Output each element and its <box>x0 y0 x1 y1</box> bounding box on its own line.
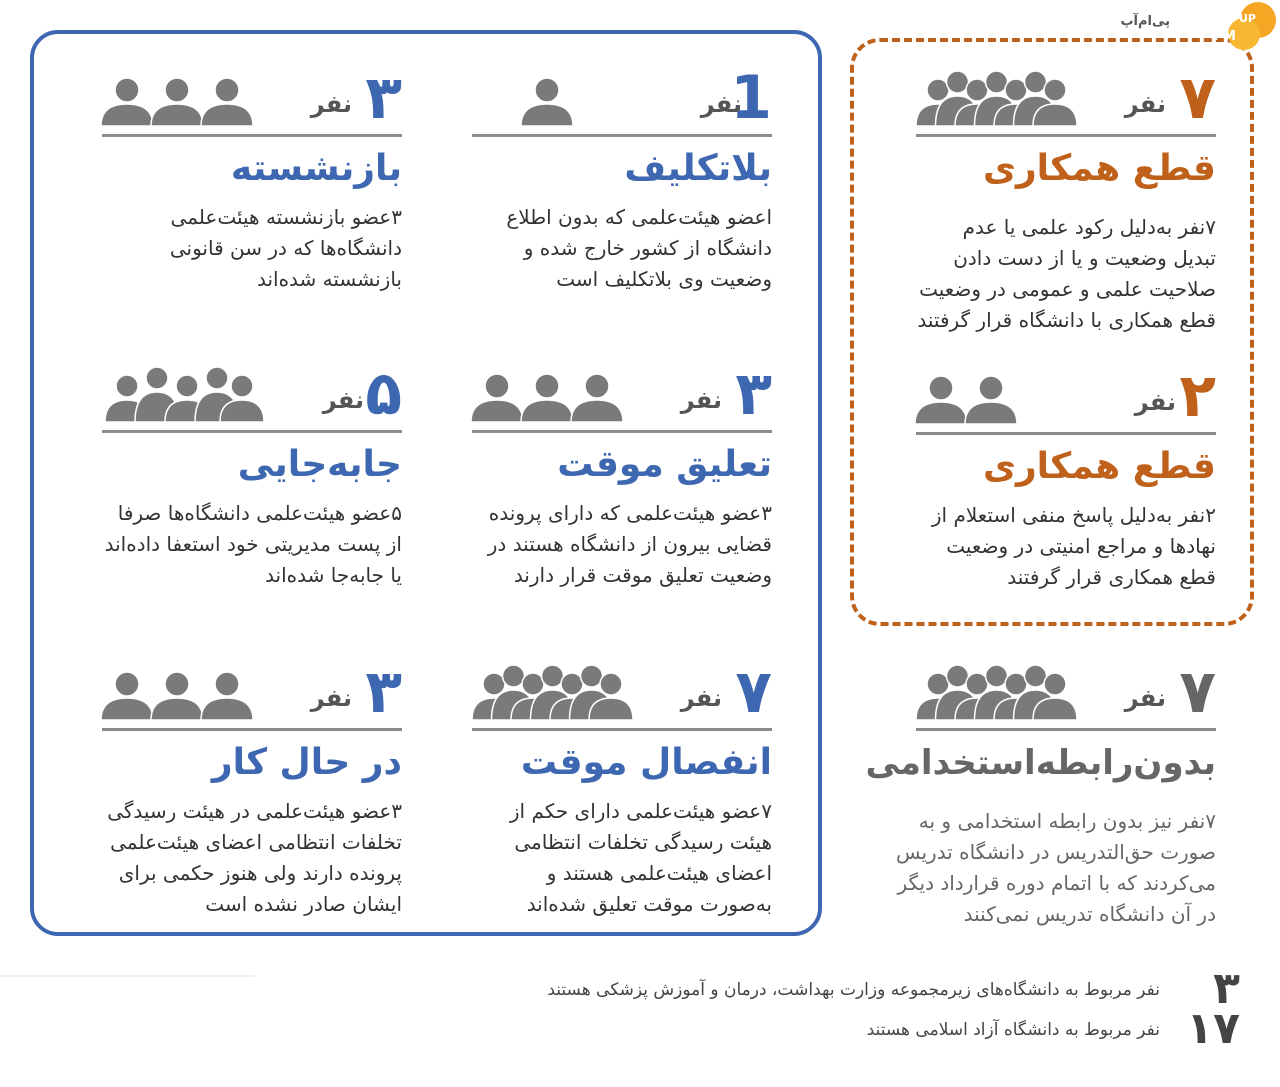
card-description: اعضو هیئت‌علمی که بدون اطلاع دانشگاه از کشور خارج شده و وضعیت وی بلاتکلیف است <box>506 205 772 291</box>
card-unit: نفر <box>680 684 722 712</box>
footer-text: نفر مربوط به دانشگاه‌های زیرمجموعه وزارت بهداشت، درمان و آموزش پزشکی هستند <box>547 980 1160 1000</box>
divider <box>472 728 772 731</box>
card-title: انفصال موقت <box>520 742 772 783</box>
people-icon-group <box>916 70 1076 128</box>
card-description: ۳عضو هیئت‌علمی در هیئت رسیدگی تخلفات انتظامی اعضای هیئت‌علمی پرونده دارند ولی هنوز حکمی برای ایشان صادر نشده است <box>107 799 402 916</box>
card-title: بازنشسته <box>230 148 402 189</box>
divider <box>102 134 402 137</box>
svg-text:PM: PM <box>1213 29 1236 44</box>
footer-count: ۳ <box>1213 963 1240 1014</box>
card-relocated <box>102 359 402 622</box>
person-icon <box>965 376 1017 424</box>
people-icon-group <box>472 366 632 424</box>
person-icon <box>101 78 153 126</box>
card-unit: نفر <box>322 386 364 414</box>
person-icon <box>151 78 203 126</box>
footer-row-health <box>440 963 1240 1014</box>
people-icon-group <box>102 664 262 722</box>
card-count: ۷ <box>1179 63 1216 133</box>
card-description: ۷عضو هیئت‌علمی دارای حکم از هیئت رسیدگی تخلفات انتظامی اعضای هیئت‌علمی هستند و به‌صورت موقت تعلیق شده‌اند <box>509 799 772 916</box>
footer-row-azad <box>440 1003 1240 1054</box>
people-icons <box>916 368 1076 426</box>
card-under-review <box>102 657 402 920</box>
card-no-employment <box>865 657 1216 926</box>
divider <box>916 134 1216 137</box>
card-disconnect-academic <box>916 63 1216 332</box>
card-description: ۲نفر به‌دلیل پاسخ منفی استعلام از نهادها و مراجع امنیتی در وضعیت قطع همکاری قرار گرفتند <box>931 503 1216 589</box>
card-title: قطع همکاری <box>982 148 1216 189</box>
svg-text:UP: UP <box>1239 12 1256 25</box>
card-count: ۳ <box>735 359 772 429</box>
divider <box>102 430 402 433</box>
card-description: ۷نفر به‌دلیل رکود علمی یا عدم تبدیل وضعیت و یا از دست دادن صلاحیت علمی و عمومی در وضعیت قطع همکاری با دانشگاه قرار گرفتند <box>917 215 1216 332</box>
person-icon <box>151 672 203 720</box>
person-icon <box>915 376 967 424</box>
card-unit: نفر <box>310 684 352 712</box>
divider <box>916 432 1216 435</box>
card-title: بدون‌رابطه‌استخدامی <box>865 743 1216 783</box>
footer-text: نفر مربوط به دانشگاه آزاد اسلامی هستند <box>866 1020 1160 1040</box>
card-temporary-separation <box>472 657 772 920</box>
card-count: ۵ <box>365 359 402 429</box>
people-icons <box>102 664 262 722</box>
people-icon-group <box>472 70 632 128</box>
divider <box>102 728 402 731</box>
divider <box>472 134 772 137</box>
card-count: ۳ <box>365 657 402 727</box>
card-title: جابه‌جایی <box>237 444 402 485</box>
people-icon-group <box>102 366 262 424</box>
card-unit: نفر <box>1134 388 1176 416</box>
person-icon <box>201 672 253 720</box>
card-description: ۷نفر نیز بدون رابطه استخدامی و به صورت حق‌التدریس در دانشگاه تدریس می‌کردند که با اتمام دوره قرارداد دیگر در آن دانشگاه تدریس نمی‌کنند <box>895 809 1216 926</box>
people-icon-group <box>472 664 632 722</box>
card-count: 1 <box>730 63 772 133</box>
card-title: تعلیق موقت <box>557 444 772 485</box>
card-unit: نفر <box>680 386 722 414</box>
card-suspended <box>472 359 772 622</box>
people-icons <box>472 70 632 128</box>
card-title: در حال کار <box>211 742 402 783</box>
footer-count: ۱۷ <box>1186 1003 1240 1054</box>
card-unassigned <box>472 63 772 326</box>
card-retired <box>102 63 402 326</box>
people-icons <box>102 366 262 424</box>
person-icon <box>201 78 253 126</box>
people-icon-group <box>916 368 1076 426</box>
card-description: ۳عضو هیئت‌علمی که دارای پرونده قضایی بیرون از دانشگاه هستند در وضعیت تعلیق موقت قرار دارند <box>487 501 772 587</box>
person-icon <box>571 374 623 422</box>
card-count: ۷ <box>1179 657 1216 727</box>
people-icon-group <box>916 664 1076 722</box>
card-description: ۵عضو هیئت‌علمی دانشگاه‌ها صرفا از پست مدیریتی خود استعفا داده‌اند یا جابه‌جا شده‌اند <box>104 501 402 587</box>
people-icons <box>916 664 1076 722</box>
card-unit: نفر <box>1124 684 1166 712</box>
card-count: ۳ <box>365 63 402 133</box>
person-icon <box>101 672 153 720</box>
person-icon <box>521 78 573 126</box>
card-title: بلاتکلیف <box>624 148 772 189</box>
people-icon-group <box>102 70 262 128</box>
card-title: قطع همکاری <box>982 446 1216 487</box>
site-logo-text: پی‌ام‌آپ <box>1120 14 1170 29</box>
card-count: ۲ <box>1179 361 1216 431</box>
card-description: ۳عضو بازنشسته هیئت‌علمی دانشگاه‌ها که در سن قانونی بازنشسته شده‌اند <box>169 205 402 291</box>
people-icons <box>916 70 1076 128</box>
card-unit: نفر <box>700 90 742 118</box>
divider <box>916 728 1216 731</box>
card-unit: نفر <box>1124 90 1166 118</box>
card-unit: نفر <box>310 90 352 118</box>
person-icon <box>521 374 573 422</box>
card-disconnect-security <box>916 361 1216 624</box>
divider <box>472 430 772 433</box>
card-count: ۷ <box>735 657 772 727</box>
people-icons <box>472 664 632 722</box>
pmup-badge-icon <box>1213 0 1280 52</box>
person-icon <box>471 374 523 422</box>
footer-divider <box>0 975 255 977</box>
people-icons <box>102 70 262 128</box>
people-icons <box>472 366 632 424</box>
